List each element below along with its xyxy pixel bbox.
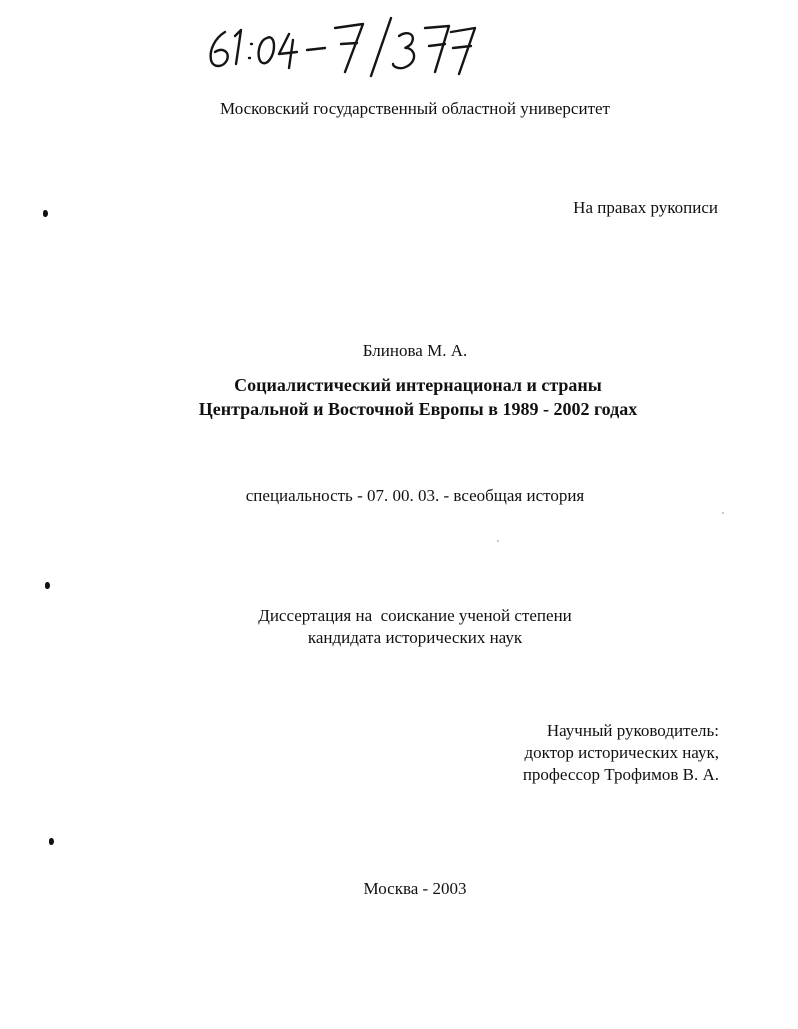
- title-line-1: Социалистический интернационал и страны: [234, 375, 602, 395]
- specialty-line: специальность - 07. 00. 03. - всеобщая история: [245, 486, 585, 505]
- advisor-line-2: доктор исторических наук,: [524, 743, 719, 762]
- scan-speck: [722, 512, 724, 514]
- scan-speck: [497, 540, 499, 542]
- scan-mark: [43, 210, 48, 217]
- title-line-2: Центральной и Восточной Европы в 1989 - 2002 годах: [198, 399, 638, 419]
- dissertation-degree: [0, 605, 798, 649]
- degree-line-2: кандидата исторических наук: [307, 628, 523, 647]
- scan-mark: [49, 838, 54, 845]
- author-name: Блинова М. А.: [362, 341, 468, 360]
- scan-mark: [45, 582, 50, 589]
- dissertation-title: [0, 373, 798, 421]
- advisor-line-1: Научный руководитель:: [546, 721, 719, 740]
- handwritten-catalog-number: [203, 14, 478, 78]
- university-name: Московский государственный областной университет: [220, 99, 610, 118]
- degree-line-1: Диссертация на соискание ученой степени: [258, 606, 572, 625]
- scientific-advisor: [500, 720, 719, 786]
- manuscript-note: На правах рукописи: [573, 198, 718, 217]
- handwriting-glyphs: [203, 14, 478, 78]
- advisor-line-3: профессор Трофимов В. А.: [522, 765, 719, 784]
- city-year: Москва - 2003: [363, 879, 467, 898]
